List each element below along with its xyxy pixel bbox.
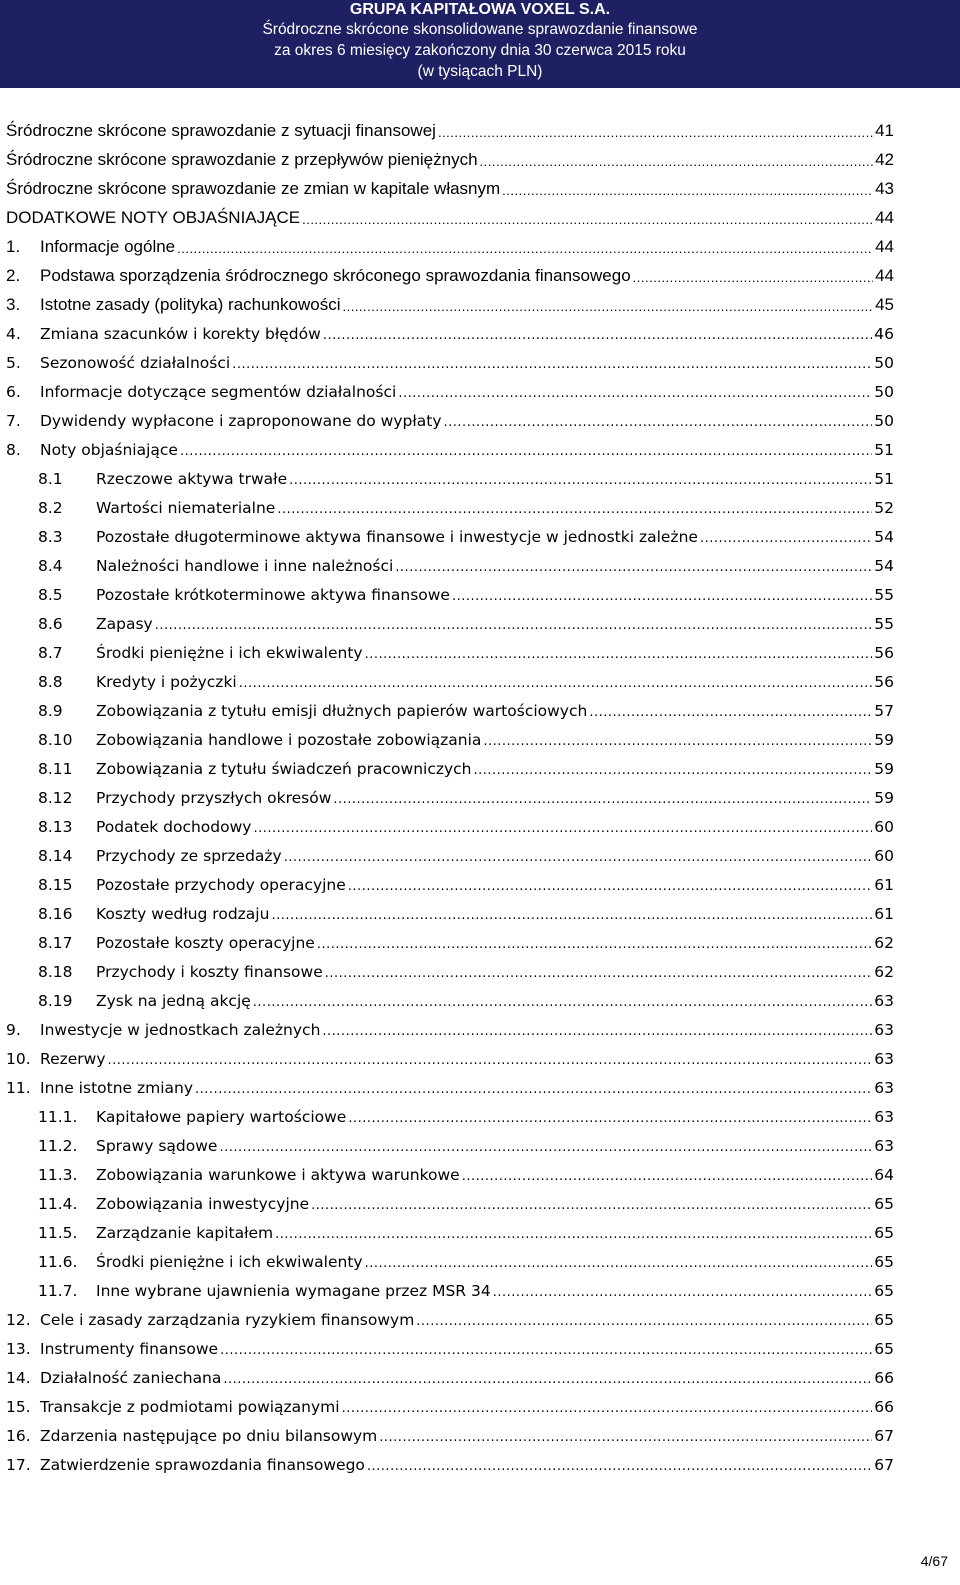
toc-dot-leader: [333, 790, 872, 810]
toc-entry-number: 8.12: [38, 789, 73, 807]
toc-entry[interactable]: [6, 1071, 894, 1100]
toc-entry-page: 59: [874, 789, 894, 807]
toc-entry-number: 8.11: [38, 760, 73, 778]
toc-entry-title: Instrumenty finansowe: [40, 1340, 219, 1358]
toc-dot-leader: [348, 877, 872, 897]
toc-entry-page: 60: [874, 818, 894, 836]
report-header: [0, 0, 960, 88]
toc-entry-page: 67: [874, 1456, 894, 1474]
toc-entry-page: 67: [874, 1427, 894, 1445]
toc-entry[interactable]: [6, 897, 894, 926]
toc-dot-leader: [480, 152, 874, 172]
toc-entry-number: 8.2: [38, 499, 63, 517]
toc-entry-title: Przychody ze sprzedaży: [96, 847, 282, 865]
toc-dot-leader: [483, 732, 872, 752]
toc-dot-leader: [493, 1283, 873, 1303]
toc-entry-title: Transakcje z podmiotami powiązanymi: [40, 1398, 340, 1416]
toc-entry[interactable]: [6, 143, 894, 172]
toc-dot-leader: [232, 355, 872, 375]
toc-dot-leader: [474, 761, 873, 781]
toc-entry[interactable]: [6, 1448, 894, 1477]
toc-entry[interactable]: [6, 1390, 894, 1419]
toc-entry-page: 42: [875, 150, 894, 169]
toc-entry-title: Środki pieniężne i ich ekwiwalenty: [96, 644, 363, 662]
toc-entry-number: 8.3: [38, 528, 63, 546]
toc-entry-page: 63: [874, 1079, 894, 1097]
toc-dot-leader: [275, 1225, 872, 1245]
toc-entry-number: 9.: [6, 1021, 21, 1039]
toc-entry-page: 66: [874, 1369, 894, 1387]
toc-entry-title: Pozostałe długoterminowe aktywa finansowe i inwestycje w jednostki zależne: [96, 528, 698, 546]
toc-entry[interactable]: [6, 578, 894, 607]
toc-entry-title: Śródroczne skrócone sprawozdanie z sytuacji finansowej: [6, 121, 436, 140]
toc-entry-number: 7.: [6, 412, 21, 430]
toc-entry-title: Inne wybrane ujawnienia wymagane przez MSR 34: [96, 1282, 491, 1300]
toc-entry-title: Zapasy: [96, 615, 153, 633]
toc-entry[interactable]: [6, 839, 894, 868]
toc-entry[interactable]: [6, 462, 894, 491]
toc-dot-leader: [452, 587, 872, 607]
toc-entry-page: 51: [874, 441, 894, 459]
toc-entry-page: 60: [874, 847, 894, 865]
toc-entry[interactable]: [6, 752, 894, 781]
toc-entry[interactable]: [6, 549, 894, 578]
toc-entry-title: Śródroczne skrócone sprawozdanie ze zmian w kapitale własnym: [6, 179, 501, 198]
toc-entry[interactable]: [6, 926, 894, 955]
toc-entry-number: 8.15: [38, 876, 73, 894]
toc-entry[interactable]: [6, 346, 894, 375]
toc-entry-number: 15.: [6, 1398, 31, 1416]
toc-entry[interactable]: [6, 114, 894, 143]
toc-dot-leader: [311, 1196, 872, 1216]
toc-entry-page: 55: [874, 615, 894, 633]
toc-entry-number: 11.6.: [38, 1253, 78, 1271]
toc-entry-number: 8.9: [38, 702, 63, 720]
toc-entry[interactable]: [6, 955, 894, 984]
toc-entry[interactable]: [6, 1042, 894, 1071]
toc-dot-leader: [317, 935, 872, 955]
toc-entry-number: 12.: [6, 1311, 31, 1329]
toc-dot-leader: [323, 326, 872, 346]
toc-dot-leader: [108, 1051, 873, 1071]
toc-entry[interactable]: [6, 1274, 894, 1303]
toc-dot-leader: [271, 906, 872, 926]
toc-entry-page: 63: [874, 1050, 894, 1068]
toc-entry-number: 8.8: [38, 673, 63, 691]
toc-entry-title: Zobowiązania inwestycyjne: [96, 1195, 310, 1213]
toc-entry[interactable]: [6, 665, 894, 694]
company-name: GRUPA KAPITAŁOWA VOXEL S.A.: [349, 1, 611, 18]
toc-dot-leader: [289, 471, 872, 491]
toc-entry-number: 11.: [6, 1079, 31, 1097]
toc-dot-leader: [253, 819, 872, 839]
toc-entry-number: 14.: [6, 1369, 31, 1387]
toc-entry-number: 2.: [6, 266, 21, 285]
toc-dot-leader: [395, 558, 872, 578]
toc-entry-page: 63: [874, 992, 894, 1010]
toc-entry-number: 8.6: [38, 615, 63, 633]
toc-entry-title: Podatek dochodowy: [96, 818, 252, 836]
toc-entry-title: Pozostałe przychody operacyjne: [96, 876, 346, 894]
toc-entry-title: Koszty według rodzaju: [96, 905, 270, 923]
toc-entry[interactable]: [6, 1187, 894, 1216]
toc-entry[interactable]: [6, 810, 894, 839]
toc-entry[interactable]: [6, 1245, 894, 1274]
toc-entry-title: Informacje dotyczące segmentów działalności: [40, 383, 397, 401]
toc-dot-leader: [367, 1457, 872, 1477]
toc-entry-page: 65: [874, 1311, 894, 1329]
toc-entry-number: 11.1.: [38, 1108, 78, 1126]
toc-entry-page: 65: [874, 1224, 894, 1242]
toc-entry-title: Noty objaśniające: [40, 441, 178, 459]
toc-entry-title: Sezonowość działalności: [40, 354, 231, 372]
toc-entry-number: 1.: [6, 237, 21, 256]
toc-entry-title: Pozostałe koszty operacyjne: [96, 934, 315, 952]
toc-entry-number: 5.: [6, 354, 21, 372]
report-period: za okres 6 miesięcy zakończony dnia 30 czerwca 2015 roku: [274, 42, 686, 59]
toc-entry-title: Zatwierdzenie sprawozdania finansowego: [40, 1456, 365, 1474]
toc-entry-number: 8.17: [38, 934, 73, 952]
toc-entry-number: 10.: [6, 1050, 31, 1068]
toc-entry-page: 57: [874, 702, 894, 720]
toc-entry[interactable]: [6, 1419, 894, 1448]
toc-dot-leader: [365, 645, 873, 665]
toc-entry-page: 50: [874, 354, 894, 372]
toc-dot-leader: [302, 210, 873, 230]
toc-entry-title: Podstawa sporządzenia śródrocznego skróconego sprawozdania finansowego: [40, 266, 631, 285]
toc-entry-page: 61: [874, 905, 894, 923]
toc-entry-title: DODATKOWE NOTY OBJAŚNIAJĄCE: [6, 208, 301, 227]
toc-dot-leader: [416, 1312, 872, 1332]
toc-entry-title: Rzeczowe aktywa trwałe: [96, 470, 288, 488]
toc-entry-page: 65: [874, 1282, 894, 1300]
toc-entry-title: Zysk na jedną akcję: [96, 992, 251, 1010]
toc-entry-number: 16.: [6, 1427, 31, 1445]
toc-entry[interactable]: [6, 201, 894, 230]
toc-entry-number: 11.2.: [38, 1137, 78, 1155]
toc-dot-leader: [342, 1399, 873, 1419]
toc-entry-page: 51: [874, 470, 894, 488]
toc-entry-title: Cele i zasady zarządzania ryzykiem finansowym: [40, 1311, 415, 1329]
toc-entry[interactable]: [6, 1129, 894, 1158]
toc-entry-number: 8.7: [38, 644, 63, 662]
toc-entry-number: 11.5.: [38, 1224, 78, 1242]
toc-entry-title: Kapitałowe papiery wartościowe: [96, 1108, 347, 1126]
toc-entry-page: 61: [874, 876, 894, 894]
toc-entry-title: Należności handlowe i inne należności: [96, 557, 394, 575]
toc-entry-page: 66: [874, 1398, 894, 1416]
toc-entry-page: 65: [874, 1195, 894, 1213]
toc-entry-page: 44: [875, 266, 894, 285]
toc-entry-number: 8.4: [38, 557, 63, 575]
toc-entry-page: 56: [874, 673, 894, 691]
toc-entry-number: 17.: [6, 1456, 31, 1474]
toc-entry[interactable]: [6, 433, 894, 462]
toc-entry-number: 8.5: [38, 586, 63, 604]
toc-entry-title: Przychody przyszłych okresów: [96, 789, 332, 807]
page-number: 4/67: [920, 1553, 948, 1569]
toc-dot-leader: [342, 297, 873, 317]
report-units: (w tysiącach PLN): [417, 63, 543, 80]
toc-entry-page: 44: [875, 237, 894, 256]
toc-dot-leader: [379, 1428, 872, 1448]
toc-dot-leader: [398, 384, 872, 404]
toc-entry-title: Zobowiązania z tytułu emisji dłużnych papierów wartościowych: [96, 702, 588, 720]
toc-entry[interactable]: [6, 288, 894, 317]
toc-entry[interactable]: [6, 230, 894, 259]
toc-dot-leader: [438, 123, 873, 143]
toc-entry[interactable]: [6, 607, 894, 636]
toc-entry-number: 11.3.: [38, 1166, 78, 1184]
toc-entry-page: 64: [874, 1166, 894, 1184]
toc-dot-leader: [502, 181, 873, 201]
toc-dot-leader: [633, 268, 873, 288]
toc-entry[interactable]: [6, 1303, 894, 1332]
toc-entry-title: Inne istotne zmiany: [40, 1079, 194, 1097]
toc-entry-title: Informacje ogólne: [40, 237, 176, 256]
toc-entry[interactable]: [6, 1332, 894, 1361]
toc-dot-leader: [348, 1109, 872, 1129]
toc-entry-page: 50: [874, 412, 894, 430]
toc-entry-title: Zdarzenia następujące po dniu bilansowym: [40, 1427, 378, 1445]
toc-entry[interactable]: [6, 520, 894, 549]
toc-entry-title: Inwestycje w jednostkach zależnych: [40, 1021, 321, 1039]
toc-entry-number: 8.: [6, 441, 21, 459]
toc-entry-page: 44: [875, 208, 894, 227]
toc-entry-number: 6.: [6, 383, 21, 401]
toc-dot-leader: [444, 413, 873, 433]
toc-entry[interactable]: [6, 491, 894, 520]
toc-entry-number: 8.19: [38, 992, 73, 1010]
toc-entry[interactable]: [6, 723, 894, 752]
toc-entry-page: 43: [875, 179, 894, 198]
toc-entry-number: 4.: [6, 325, 21, 343]
toc-entry-title: Sprawy sądowe: [96, 1137, 218, 1155]
toc-entry-title: Rezerwy: [40, 1050, 106, 1068]
toc-entry[interactable]: [6, 636, 894, 665]
toc-entry-title: Śródroczne skrócone sprawozdanie z przepływów pieniężnych: [6, 150, 478, 169]
toc-entry-page: 65: [874, 1253, 894, 1271]
toc-entry-number: 11.4.: [38, 1195, 78, 1213]
toc-entry[interactable]: [6, 375, 894, 404]
toc-entry-title: Kredyty i pożyczki: [96, 673, 237, 691]
toc-entry-title: Zobowiązania warunkowe i aktywa warunkowe: [96, 1166, 460, 1184]
toc-dot-leader: [219, 1138, 872, 1158]
toc-entry-page: 56: [874, 644, 894, 662]
toc-entry[interactable]: [6, 868, 894, 897]
toc-entry-page: 63: [874, 1108, 894, 1126]
toc-entry-title: Istotne zasady (polityka) rachunkowości: [40, 295, 341, 314]
toc-entry[interactable]: [6, 984, 894, 1013]
report-title: Śródroczne skrócone skonsolidowane sprawozdanie finansowe: [262, 21, 698, 38]
toc-dot-leader: [223, 1370, 872, 1390]
toc-entry-title: Działalność zaniechana: [40, 1369, 222, 1387]
toc-entry[interactable]: [6, 781, 894, 810]
toc-entry-title: Zobowiązania z tytułu świadczeń pracowniczych: [96, 760, 472, 778]
toc-entry[interactable]: [6, 1158, 894, 1187]
toc-entry-title: Zarządzanie kapitałem: [96, 1224, 274, 1242]
toc-entry-page: 50: [874, 383, 894, 401]
toc-entry-page: 62: [874, 934, 894, 952]
toc-entry-number: 8.1: [38, 470, 63, 488]
toc-dot-leader: [589, 703, 872, 723]
toc-entry[interactable]: [6, 1216, 894, 1245]
toc-entry-page: 59: [874, 760, 894, 778]
toc-entry-page: 55: [874, 586, 894, 604]
toc-entry-title: Zmiana szacunków i korekty błędów: [40, 325, 321, 343]
toc-entry-title: Przychody i koszty finansowe: [96, 963, 323, 981]
toc-dot-leader: [177, 239, 873, 259]
toc-entry-number: 13.: [6, 1340, 31, 1358]
toc-entry[interactable]: [6, 317, 894, 346]
toc-entry-number: 8.13: [38, 818, 73, 836]
toc-entry-number: 11.7.: [38, 1282, 78, 1300]
toc-entry-number: 8.14: [38, 847, 73, 865]
toc-entry-page: 54: [874, 557, 894, 575]
toc-entry-page: 54: [874, 528, 894, 546]
toc-entry-title: Środki pieniężne i ich ekwiwalenty: [96, 1253, 363, 1271]
toc-dot-leader: [253, 993, 872, 1013]
toc-entry-page: 41: [875, 121, 894, 140]
toc-entry-number: 8.18: [38, 963, 73, 981]
toc-entry[interactable]: [6, 259, 894, 288]
toc-dot-leader: [220, 1341, 872, 1361]
toc-entry[interactable]: [6, 1013, 894, 1042]
toc-dot-leader: [277, 500, 872, 520]
toc-entry-page: 52: [874, 499, 894, 517]
toc-dot-leader: [239, 674, 873, 694]
toc-dot-leader: [195, 1080, 872, 1100]
toc-entry-page: 63: [874, 1021, 894, 1039]
toc-entry-page: 62: [874, 963, 894, 981]
toc-entry[interactable]: [6, 1100, 894, 1129]
toc-dot-leader: [180, 442, 872, 462]
toc-entry-page: 65: [874, 1340, 894, 1358]
toc-entry-title: Dywidendy wypłacone i zaproponowane do wypłaty: [40, 412, 442, 430]
toc-dot-leader: [155, 616, 873, 636]
toc-entry[interactable]: [6, 1361, 894, 1390]
toc-entry-title: Zobowiązania handlowe i pozostałe zobowiązania: [96, 731, 482, 749]
toc-entry[interactable]: [6, 404, 894, 433]
toc-dot-leader: [325, 964, 873, 984]
toc-entry-title: Wartości niematerialne: [96, 499, 276, 517]
toc-dot-leader: [365, 1254, 873, 1274]
toc-entry-title: Pozostałe krótkoterminowe aktywa finansowe: [96, 586, 450, 604]
toc-entry-page: 46: [874, 325, 894, 343]
toc-entry-page: 59: [874, 731, 894, 749]
toc-dot-leader: [462, 1167, 873, 1187]
toc-entry-page: 63: [874, 1137, 894, 1155]
toc-entry[interactable]: [6, 694, 894, 723]
table-of-contents: [6, 114, 894, 1477]
toc-entry-page: 45: [875, 295, 894, 314]
toc-dot-leader: [284, 848, 873, 868]
toc-entry-number: 3.: [6, 295, 21, 314]
toc-dot-leader: [700, 529, 872, 549]
toc-entry-number: 8.10: [38, 731, 73, 749]
toc-entry-number: 8.16: [38, 905, 73, 923]
toc-entry[interactable]: [6, 172, 894, 201]
toc-dot-leader: [322, 1022, 872, 1042]
